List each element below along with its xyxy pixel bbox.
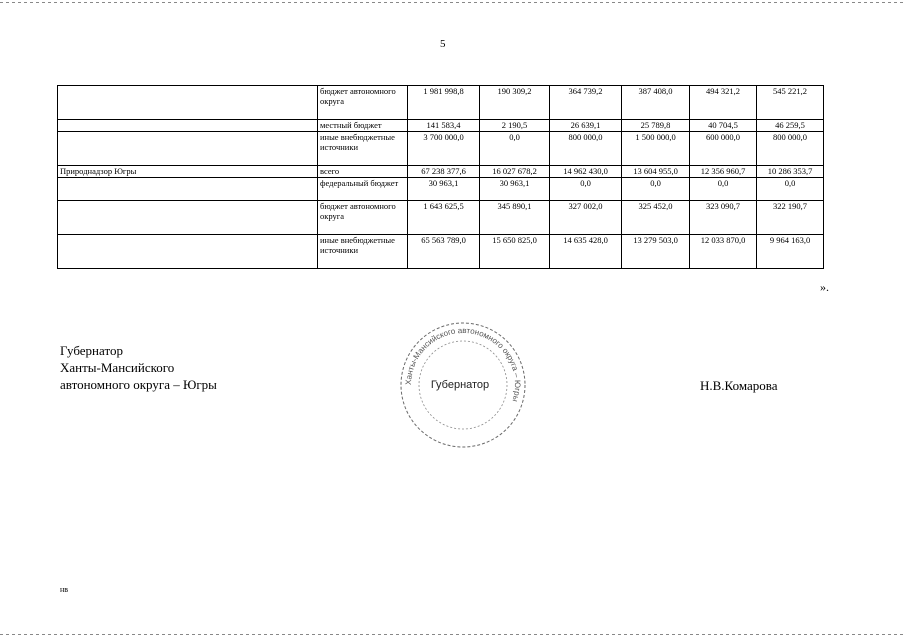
value-cell: 1 500 000,0	[622, 132, 690, 166]
source-cell: бюджет автономного округа	[318, 86, 408, 120]
value-cell: 16 027 678,2	[480, 166, 550, 178]
table-row	[58, 166, 824, 178]
value-cell: 800 000,0	[550, 132, 622, 166]
value-cell: 0,0	[550, 178, 622, 201]
value-cell: 1 643 625,5	[408, 201, 480, 235]
budget-table	[57, 85, 824, 269]
value-cell: 327 002,0	[550, 201, 622, 235]
source-cell: местный бюджет	[318, 120, 408, 132]
value-cell: 14 962 430,0	[550, 166, 622, 178]
value-cell: 364 739,2	[550, 86, 622, 120]
value-cell: 10 286 353,7	[757, 166, 824, 178]
value-cell: 0,0	[622, 178, 690, 201]
org-cell	[58, 201, 318, 235]
value-cell: 141 583,4	[408, 120, 480, 132]
stamp-center-text: Губернатор	[430, 379, 490, 391]
value-cell: 322 190,7	[757, 201, 824, 235]
source-cell: иные внебюджетные источники	[318, 132, 408, 166]
footer-initials: нв	[60, 585, 69, 594]
signatory-title-line: автономного округа – Югры	[60, 377, 217, 392]
table-row	[58, 132, 824, 166]
top-edge-line	[0, 2, 905, 3]
stamp-ring-text: Ханты-Мансийского автономного округа – Югры	[403, 325, 523, 403]
closing-quote-mark: ».	[820, 280, 829, 294]
org-cell	[58, 120, 318, 132]
value-cell: 387 408,0	[622, 86, 690, 120]
value-cell: 67 238 377,6	[408, 166, 480, 178]
value-cell: 13 279 503,0	[622, 235, 690, 269]
value-cell: 12 356 960,7	[690, 166, 757, 178]
value-cell: 323 090,7	[690, 201, 757, 235]
value-cell: 65 563 789,0	[408, 235, 480, 269]
value-cell: 25 789,8	[622, 120, 690, 132]
value-cell: 325 452,0	[622, 201, 690, 235]
signatory-name: Н.В.Комарова	[700, 378, 778, 393]
value-cell: 9 964 163,0	[757, 235, 824, 269]
value-cell: 30 963,1	[408, 178, 480, 201]
value-cell: 12 033 870,0	[690, 235, 757, 269]
source-cell: федеральный бюджет	[318, 178, 408, 201]
value-cell: 2 190,5	[480, 120, 550, 132]
value-cell: 14 635 428,0	[550, 235, 622, 269]
source-cell: бюджет автономного округа	[318, 201, 408, 235]
table-row	[58, 120, 824, 132]
value-cell: 0,0	[690, 178, 757, 201]
value-cell: 600 000,0	[690, 132, 757, 166]
bottom-edge-line	[0, 634, 905, 635]
org-cell	[58, 178, 318, 201]
value-cell: 494 321,2	[690, 86, 757, 120]
table-row	[58, 201, 824, 235]
svg-text:Ханты-Мансийского автономного	[404, 326, 522, 403]
value-cell: 13 604 955,0	[622, 166, 690, 178]
org-cell	[58, 132, 318, 166]
value-cell: 0,0	[480, 132, 550, 166]
value-cell: 46 259,5	[757, 120, 824, 132]
value-cell: 800 000,0	[757, 132, 824, 166]
value-cell: 40 704,5	[690, 120, 757, 132]
value-cell: 30 963,1	[480, 178, 550, 201]
table-row	[58, 235, 824, 269]
value-cell: 15 650 825,0	[480, 235, 550, 269]
value-cell: 345 890,1	[480, 201, 550, 235]
table-row	[58, 178, 824, 201]
org-cell: Природнадзор Югры	[58, 166, 318, 178]
org-cell	[58, 235, 318, 269]
value-cell: 3 700 000,0	[408, 132, 480, 166]
page-number: 5	[440, 38, 446, 50]
signatory-title-line: Губернатор	[60, 343, 123, 358]
source-cell: всего	[318, 166, 408, 178]
value-cell: 1 981 998,8	[408, 86, 480, 120]
signatory-title	[60, 342, 217, 393]
table-row	[58, 86, 824, 120]
value-cell: 26 639,1	[550, 120, 622, 132]
value-cell: 0,0	[757, 178, 824, 201]
source-cell: иные внебюджетные источники	[318, 235, 408, 269]
org-cell	[58, 86, 318, 120]
official-stamp	[398, 320, 528, 450]
value-cell: 545 221,2	[757, 86, 824, 120]
signatory-title-line: Ханты-Мансийского	[60, 360, 175, 375]
value-cell: 190 309,2	[480, 86, 550, 120]
